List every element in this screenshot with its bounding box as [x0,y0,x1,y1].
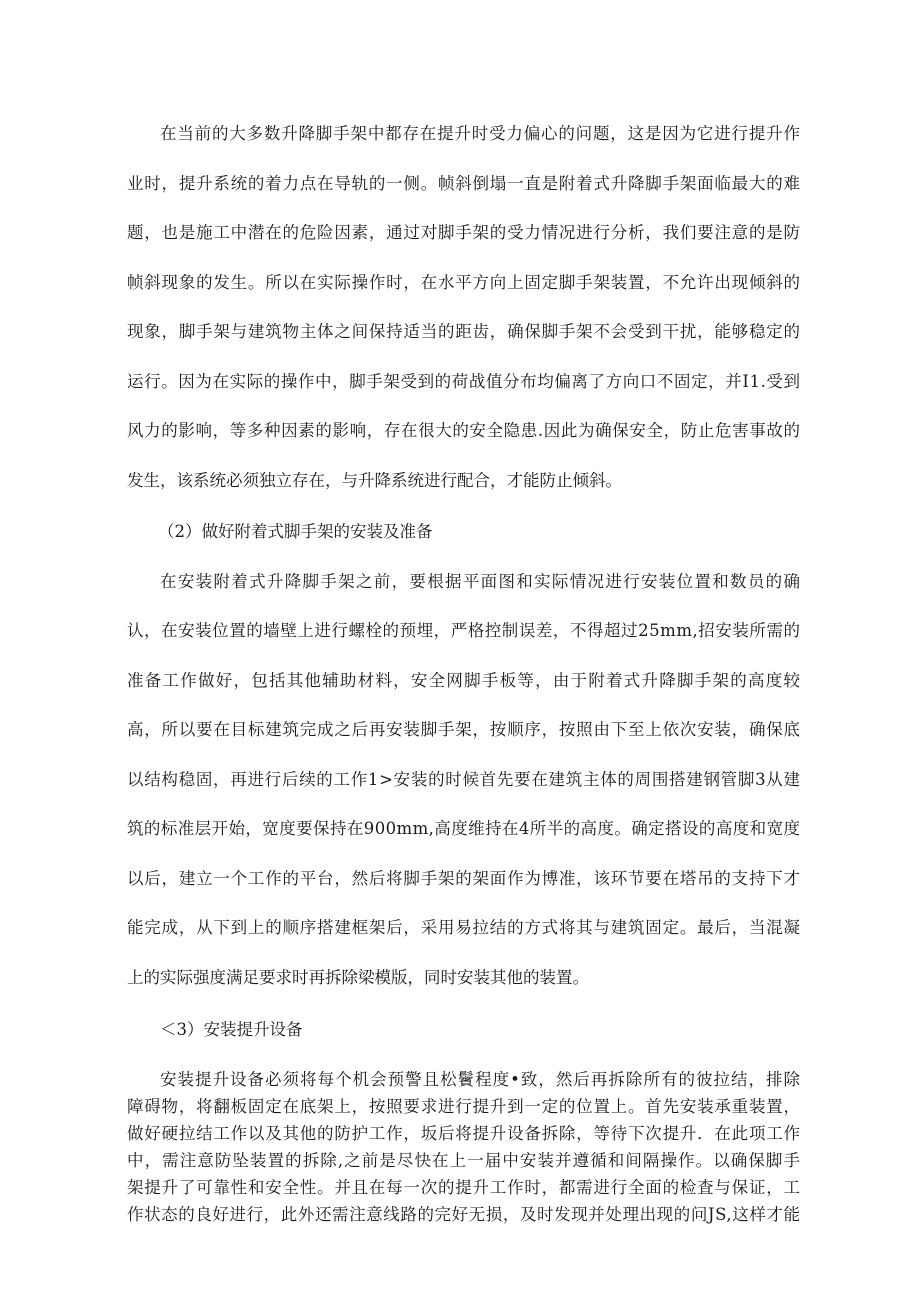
paragraph-line: 架提升了可靠性和安全性。并且在每一次的提升工作时，都需进行全面的检査与保证，工 [127,1178,801,1197]
paragraph-line: 上的实际强度满足要求时再拆除梁模版，同时安装其他的装置。 [127,968,589,987]
paragraph-line: 安装提升设备必须将每个机会预警且松鬢程度•致，然后再拆除所有的彼拉结，排除 [160,1070,802,1089]
paragraph-line: 认，在安装位置的墙壁上进行螺栓的预埋，严格控制误差，不得超过25mm,招安装所需的 [127,621,801,640]
paragraph-line: 在安装附着式升降脚手架之前，要根据平面图和实际情况进行安装位置和数员的确 [160,572,802,591]
section-heading-2: （2）做好附着式脚手架的安装及准备 [158,522,433,541]
paragraph-line: 作状态的良好进行，此外还需注意线路的完好无损，及时发现并处理出现的问JS,这样才能 [127,1205,801,1224]
paragraph-line: 准备工作做好，包括其他辅助材料，安全网脚手板等，由于附着式升降脚手架的高度较 [127,671,802,690]
paragraph-line: 以结构稳固，再进行后续的工作1>安装的时候首先要在建筑主体的周围搭建钢管脚3从建 [127,770,801,789]
paragraph-line: 做好硬拉结工作以及其他的防护工作，坂后将提升设备拆除，等待下次提升．在此项工作 [127,1124,801,1143]
paragraph-line: 业时，提升系统的着力点在导轨的一侧。帧斜倒塌一直是附着式升降脚手架面临最大的难 [127,174,801,193]
paragraph-line: 现象，脚手架与建筑物主体之间保持适当的距齿，确保脚手架不会受到干扰，能够稳定的 [127,322,801,341]
paragraph-line: 高，所以要在目标建筑完成之后再安装脚手架，按顺序，按照由下至上依次安装，确保底 [127,720,801,739]
paragraph-line: 筑的标准层开始，宽度要保持在900mm,高度维持在4所半的高度。确定搭设的高度和宽度 [127,819,801,838]
paragraph-line: 题，也是施工中潜在的危险因素，通过对脚手架的受力情况进行分析，我们要注意的是防 [127,223,801,242]
paragraph-line: 运行。因为在实际的操作中，脚手架受到的荷战值分布均偏离了方向口不固定，并I1.受到 [127,372,801,391]
paragraph-line: 帧斜现象的发生。所以在实际操作时，在水平方向上固定脚手架装置，不允许出现倾斜的 [127,273,801,292]
paragraph-line: 在当前的大多数升降脚手架中都存在提升时受力偏心的问题，这是因为它进行提升作 [160,124,801,143]
paragraph-line: 风力的影响，等多种因素的影响，存在很大的安全隐患.因此为确保安全，防止危害事故的 [127,421,801,440]
paragraph-line: 障碍物，将翻板固定在底架上，按照要求进行提升到一定的位置上。首先安装承重装置， [127,1097,801,1116]
paragraph-line: 能完成，从下到上的顺序搭建框架后，采用易拉结的方式将其与建筑固定。最后，当混凝 [127,918,801,937]
paragraph-line: 中，需注意防坠装置的拆除,之前是尽快在上一届中安装并遵循和间隔操作。以确保脚手 [127,1151,802,1170]
paragraph-line: 发生，该系统必须独立存在，与升降系统进行配合，才能防止倾斜。 [127,471,622,490]
paragraph-line: 以后，建立一个工作的平台，然后将脚手架的架面作为博准，该环节要在塔吊的支持下才 [127,869,801,888]
section-heading-3: ＜3）安装提升设备 [160,1020,303,1039]
